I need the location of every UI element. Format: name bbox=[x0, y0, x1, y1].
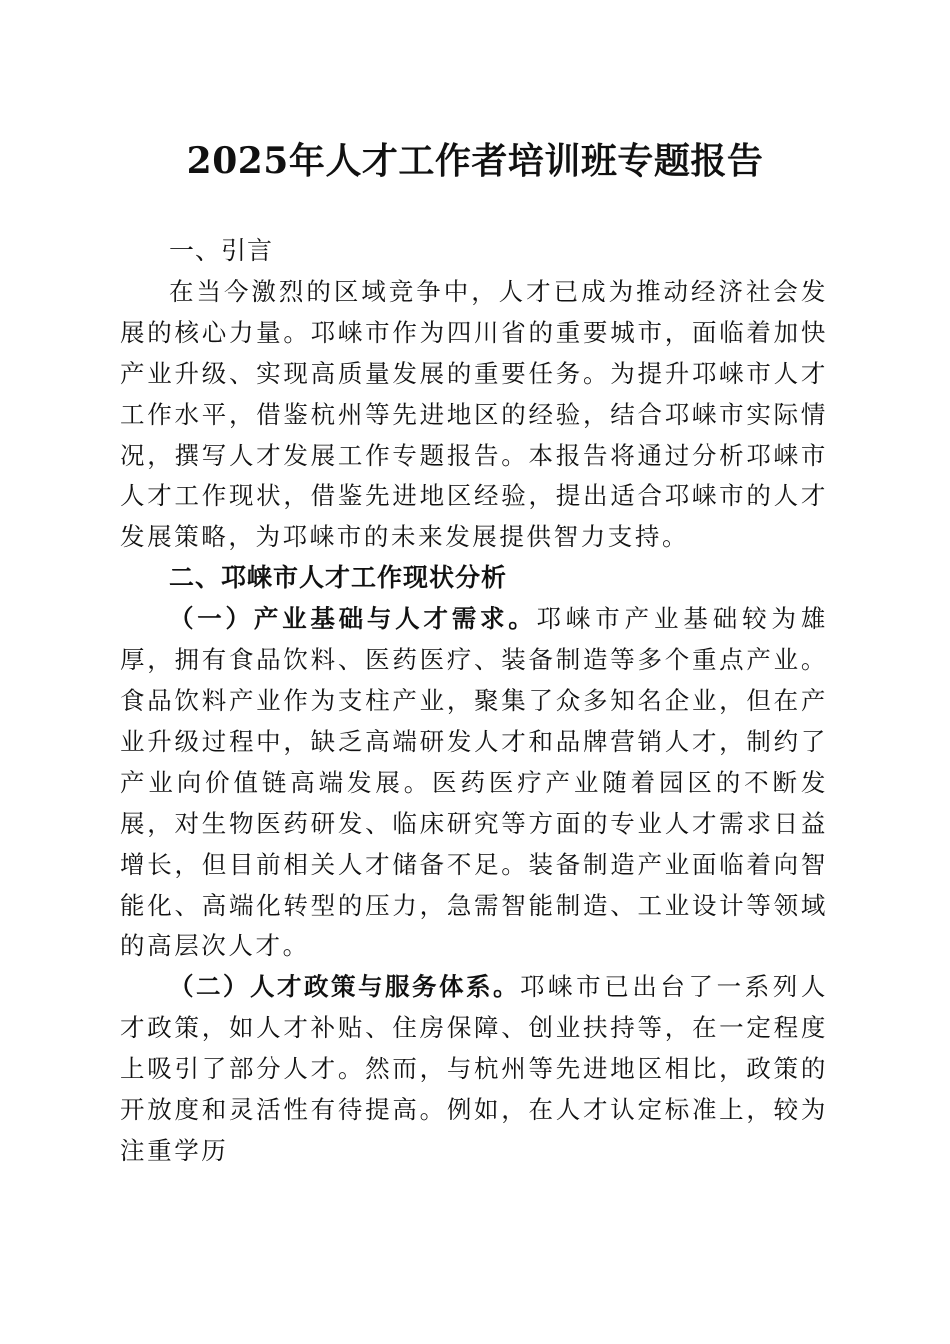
document-title: 2025年人才工作者培训班专题报告 bbox=[186, 140, 764, 182]
subsection-text: 邛崃市已出台了一系列人才政策，如人才补贴、住房保障、创业扶持等，在一定程度上吸引了部分人才。然而，与杭州等先进地区相比，政策的开放度和灵活性有待提高。例如，在人才认定标准上，较为注重学历 bbox=[120, 972, 828, 1165]
introduction-paragraph: 在当今激烈的区域竞争中，人才已成为推动经济社会发展的核心力量。邛崃市作为四川省的重要城市，面临着加快产业升级、实现高质量发展的重要任务。为提升邛崃市人才工作水平，借鉴杭州等先进地区的经验，结合邛崃市实际情况，撰写人才发展工作专题报告。本报告将通过分析邛崃市人才工作现状，借鉴先进地区经验，提出适合邛崃市的人才发展策略，为邛崃市的未来发展提供智力支持。 bbox=[120, 276, 828, 552]
section-heading-status-analysis: 二、邛崃市人才工作现状分析 bbox=[169, 563, 508, 593]
subsection-label: （一）产业基础与人才需求。 bbox=[169, 604, 537, 634]
subsection-industry-talent-demand bbox=[120, 599, 828, 967]
section-heading-introduction: 一、引言 bbox=[169, 236, 274, 265]
subsection-policy-service-system bbox=[120, 967, 828, 1172]
subsection-label: （二）人才政策与服务体系。 bbox=[169, 972, 520, 1002]
subsection-text: 邛崃市产业基础较为雄厚，拥有食品饮料、医药医疗、装备制造等多个重点产业。食品饮料产业作为支柱产业，聚集了众多知名企业，但在产业升级过程中，缺乏高端研发人才和品牌营销人才，制约了产业向价值链高端发展。医药医疗产业随着园区的不断发展，对生物医药研发、临床研究等方面的专业人才需求日益增长，但目前相关人才储备不足。装备制造产业面临着向智能化、高端化转型的压力，急需智能制造、工业设计等领域的高层次人才。 bbox=[120, 604, 829, 961]
document-body bbox=[120, 231, 828, 1172]
